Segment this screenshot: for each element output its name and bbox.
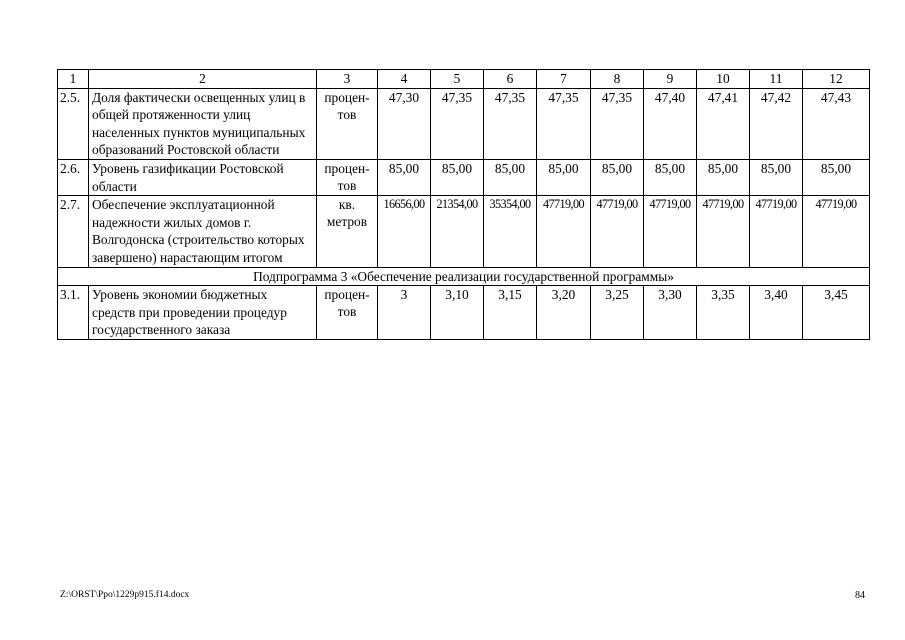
page-number: 84 [855,590,865,601]
footer-file-path: Z:\ORST\Ppo\1229p915.f14.docx [60,590,190,600]
header-cell: 11 [750,70,803,89]
value-cell: 3,20 [537,286,591,340]
value-cell: 3,30 [644,286,697,340]
header-cell: 4 [378,70,431,89]
value-cell: 3,35 [697,286,750,340]
subprogram-row [58,267,870,286]
value-cell: 35354,00 [484,196,537,267]
subprogram-title: Подпрограмма 3 «Обеспечение реализации государственной программы» [58,267,870,286]
value-cell: 16656,00 [378,196,431,267]
value-cell: 47,41 [697,88,750,159]
value-cell: 47,42 [750,88,803,159]
table-row [58,88,870,159]
value-cell: 85,00 [484,159,537,195]
unit-cell: процен-тов [317,88,378,159]
value-cell: 3,25 [591,286,644,340]
header-cell: 9 [644,70,697,89]
value-cell: 85,00 [431,159,484,195]
value-cell: 3,10 [431,286,484,340]
value-cell: 47,40 [644,88,697,159]
value-cell: 3 [378,286,431,340]
header-cell: 1 [58,70,89,89]
header-cell: 8 [591,70,644,89]
indicator-name: Уровень экономии бюджетных средств при проведении процедур государственного заказа [89,286,317,340]
value-cell: 3,45 [803,286,870,340]
value-cell: 47,35 [484,88,537,159]
header-cell: 5 [431,70,484,89]
unit-cell: процен-тов [317,286,378,340]
value-cell: 85,00 [803,159,870,195]
table-row [58,159,870,195]
value-cell: 47,35 [537,88,591,159]
header-cell: 7 [537,70,591,89]
value-cell: 47719,00 [591,196,644,267]
header-cell: 10 [697,70,750,89]
row-number: 3.1. [58,286,89,340]
indicator-table [57,69,870,340]
value-cell: 47,30 [378,88,431,159]
header-row [58,70,870,89]
row-number: 2.7. [58,196,89,267]
unit-cell: процен-тов [317,159,378,195]
row-number: 2.5. [58,88,89,159]
value-cell: 85,00 [591,159,644,195]
value-cell: 47719,00 [803,196,870,267]
value-cell: 47719,00 [697,196,750,267]
indicator-name: Обеспечение эксплуатационной надежности жилых домов г. Волгодонска (строительство которых завершено) нарастающим итогом [89,196,317,267]
header-cell: 6 [484,70,537,89]
value-cell: 47,43 [803,88,870,159]
indicator-name: Доля фактически освещенных улиц в общей протяженности улиц населенных пунктов муниципальных образований Ростовской области [89,88,317,159]
table-row [58,286,870,340]
value-cell: 85,00 [378,159,431,195]
table-row [58,196,870,267]
value-cell: 47719,00 [750,196,803,267]
row-number: 2.6. [58,159,89,195]
unit-cell: кв. метров [317,196,378,267]
header-cell: 12 [803,70,870,89]
value-cell: 85,00 [697,159,750,195]
value-cell: 3,40 [750,286,803,340]
value-cell: 85,00 [537,159,591,195]
header-cell: 3 [317,70,378,89]
value-cell: 47719,00 [644,196,697,267]
value-cell: 85,00 [644,159,697,195]
value-cell: 3,15 [484,286,537,340]
indicator-name: Уровень газификации Ростовской области [89,159,317,195]
header-cell: 2 [89,70,317,89]
value-cell: 85,00 [750,159,803,195]
value-cell: 47719,00 [537,196,591,267]
value-cell: 47,35 [591,88,644,159]
value-cell: 21354,00 [431,196,484,267]
value-cell: 47,35 [431,88,484,159]
